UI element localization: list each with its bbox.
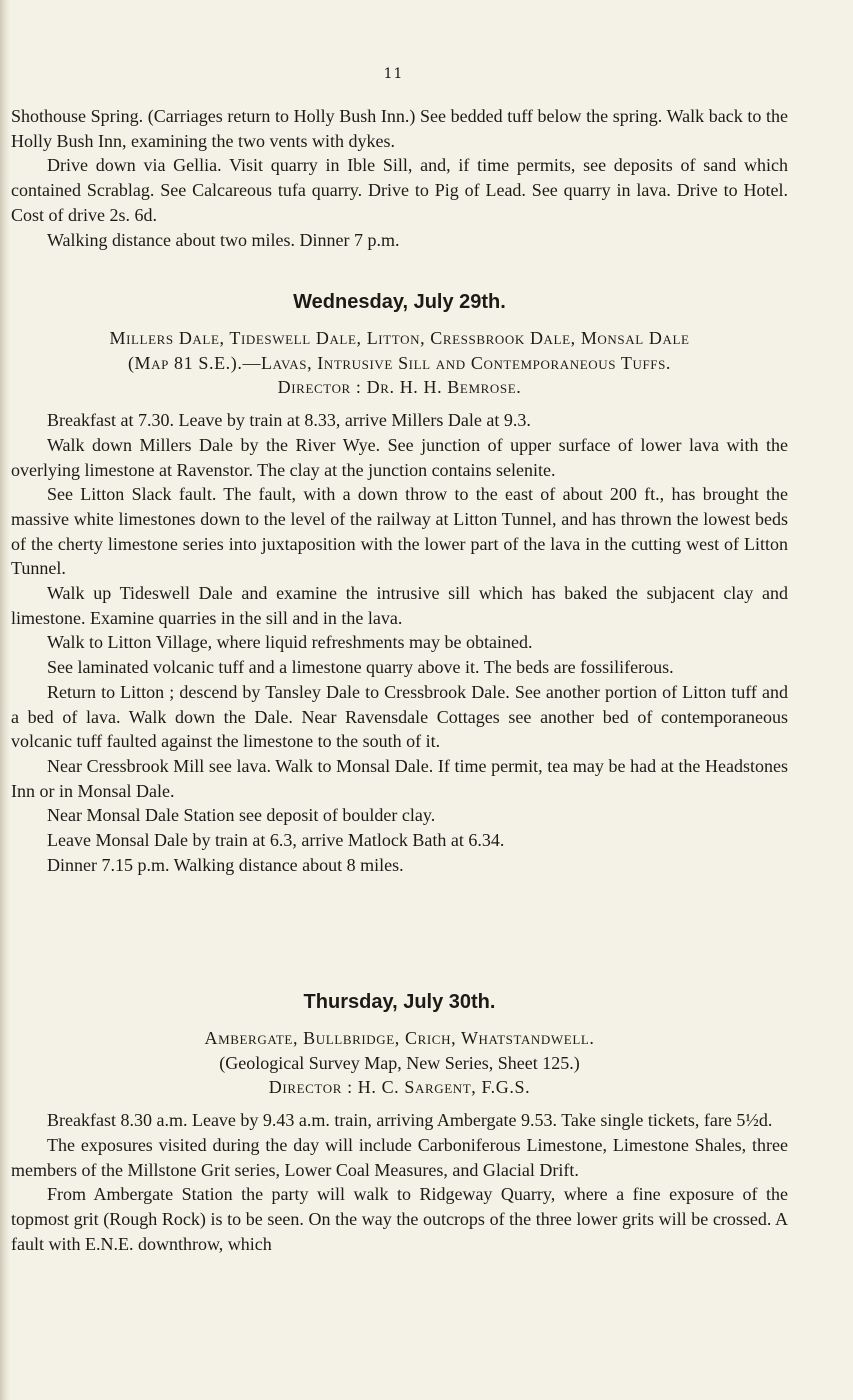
wednesday-paragraph: Dinner 7.15 p.m. Walking distance about 8 miles.	[47, 854, 404, 875]
thursday-paragraph: The exposures visited during the day will include Carboniferous Limestone, Limestone Shales, three members of the Millstone Grit series, Lower Coal Measures, and Glacial Drift.	[11, 1134, 788, 1180]
wednesday-paragraph: Walk to Litton Village, where liquid refreshments may be obtained.	[47, 632, 533, 653]
wednesday-paragraph: Walk down Millers Dale by the River Wye. See junction of upper surface of lower lava with the overlying limestone at Ravenstor. The clay at the junction contains selenite.	[11, 434, 788, 480]
thursday-map-reference: (Geological Survey Map, New Series, Sheet 125.)	[219, 1052, 580, 1073]
wednesday-section	[11, 288, 788, 877]
thursday-heading: Thursday, July 30th.	[303, 991, 496, 1013]
thursday-section	[11, 988, 788, 1256]
page-number: 11	[383, 66, 404, 82]
wednesday-paragraph: See Litton Slack fault. The fault, with a down throw to the east of about 200 ft., has brought the massive white limestones down to the level of the railway at Litton Tunnel, and has thrown the lowest beds of the cherty limestone series into juxtaposition with the lower part of the lava in the cutting west of Litton Tunnel.	[11, 484, 788, 579]
thursday-paragraph: From Ambergate Station the party will walk to Ridgeway Quarry, where a fine exposure of the topmost grit (Rough Rock) is to be seen. On the way the outcrops of the three lower grits will be crossed. A fault with E.N.E. downthrow, which	[11, 1184, 788, 1254]
wednesday-paragraph: See laminated volcanic tuff and a limestone quarry above it. The beds are fossiliferous.	[47, 657, 674, 678]
thursday-route: Ambergate, Bullbridge, Crich, Whatstandwell.	[204, 1028, 595, 1048]
wednesday-route: Millers Dale, Tideswell Dale, Litton, Cressbrook Dale, Monsal Dale	[109, 328, 690, 348]
intro-section	[11, 104, 788, 252]
page-gutter-shadow	[0, 0, 10, 1400]
wednesday-director: Director : Dr. H. H. Bemrose.	[277, 377, 522, 398]
wednesday-paragraph: Walk up Tideswell Dale and examine the intrusive sill which has baked the subjacent clay and limestone. Examine quarries in the sill and in the lava.	[11, 583, 788, 628]
wednesday-route-detail: (Map 81 S.E.).—Lavas, Intrusive Sill and Contemporaneous Tuffs.	[127, 352, 672, 373]
wednesday-paragraph: Leave Monsal Dale by train at 6.3, arrive Matlock Bath at 6.34.	[47, 830, 505, 851]
wednesday-heading: Wednesday, July 29th.	[293, 291, 506, 313]
intro-paragraph: Drive down via Gellia. Visit quarry in Ible Sill, and, if time permits, see deposits of sand which contained Scrablag. See Calcareous tufa quarry. Drive to Pig of Lead. See quarry in lava. Drive to Hotel. Cost of drive 2s. 6d.	[11, 155, 788, 225]
wednesday-paragraph: Return to Litton ; descend by Tansley Dale to Cressbrook Dale. See another portion of Litton tuff and a bed of lava. Walk down the Dale. Near Ravensdale Cottages see another bed of contemporaneous volcanic tuff faulted against the limestone to the south of it.	[11, 681, 788, 752]
wednesday-paragraph: Near Cressbrook Mill see lava. Walk to Monsal Dale. If time permit, tea may be had at the Headstones Inn or in Monsal Dale.	[11, 755, 788, 801]
thursday-director: Director : H. C. Sargent, F.G.S.	[268, 1077, 531, 1098]
wednesday-paragraph: Breakfast at 7.30. Leave by train at 8.33, arrive Millers Dale at 9.3.	[47, 410, 531, 431]
intro-paragraph: Walking distance about two miles. Dinner 7 p.m.	[47, 229, 400, 250]
thursday-paragraph: Breakfast 8.30 a.m. Leave by 9.43 a.m. train, arriving Ambergate 9.53. Take single tickets, fare 5½d.	[47, 1110, 773, 1131]
intro-paragraph: Shothouse Spring. (Carriages return to Holly Bush Inn.) See bedded tuff below the spring. Walk back to the Holly Bush Inn, examining the two vents with dykes.	[11, 106, 788, 151]
wednesday-paragraph: Near Monsal Dale Station see deposit of boulder clay.	[47, 805, 436, 826]
